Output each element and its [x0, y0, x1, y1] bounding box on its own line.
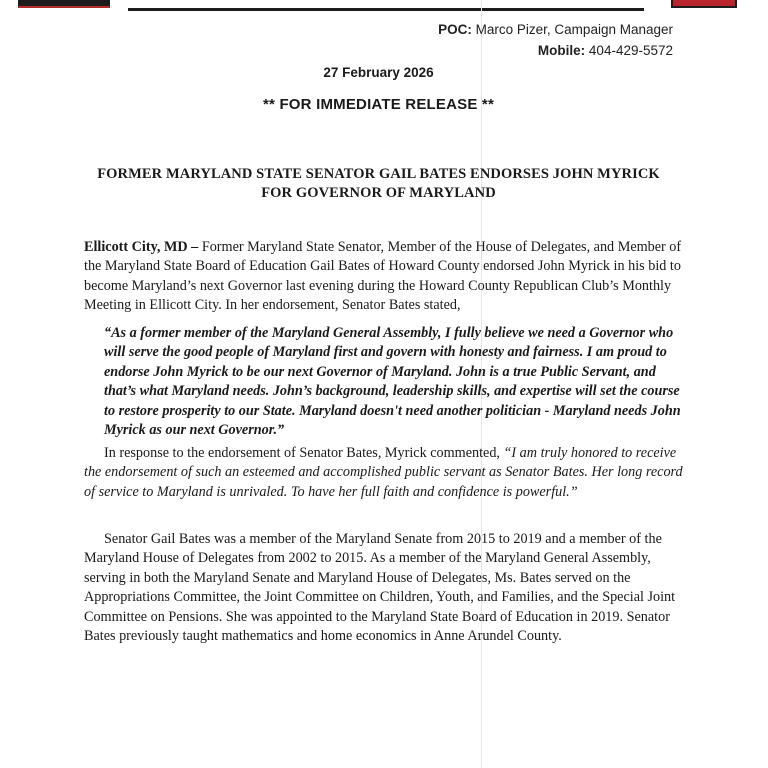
mobile-value: 404-429-5572 [588, 43, 673, 58]
body-paragraph-3: Senator Gail Bates was a member of the Maryland Senate from 2015 to 2019 and a member of the Maryland House of Delegates from 2002 to 2015. As a member of the Maryland General Assembly, serving in both the Maryland Senate and Maryland House of Delegates, Ms. Bates served on the Appropriations Committee, the Joint Committee on Children, Youth, and Families, and the Special Joint Committee on Pensions. She was appointed to the Maryland State Board of Education in 2019. Senator Bates previously taught mathematics and home economics in Anne Arundel County. [84, 531, 676, 645]
release-date: 27 February 2026 [323, 65, 434, 80]
body-paragraph-1 [84, 238, 684, 316]
left-logo-fragment [18, 0, 110, 8]
paragraph-1-text: Former Maryland State Senator, Member of the House of Delegates, and Member of the Maryland State Board of Education Gail Bates of Howard County endorsed John Myrick in his bid to become Maryland’s next Governor last evening during the Howard County Republican Club’s Monthly Meeting in Ellicott City. In her endorsement, Senator Bates stated, [84, 239, 682, 314]
paragraph-2-text: In response to the endorsement of Senator Bates, Myrick commented, [104, 445, 504, 461]
immediate-release-label: ** FOR IMMEDIATE RELEASE ** [263, 96, 494, 113]
body-paragraph-2 [84, 444, 684, 502]
poc-line [438, 22, 673, 37]
myrick-quote: “I am truly honored to receive the endorsement of such an esteemed and accomplished public servant as Senator Bates. Her long record of service to Maryland is unrivaled. To have her full faith and confidence is powerful.” [84, 445, 683, 500]
right-logo-fragment [671, 0, 737, 8]
mobile-line [538, 43, 673, 58]
headline [0, 165, 757, 203]
headline-line-1: FORMER MARYLAND STATE SENATOR GAIL BATES ENDORSES JOHN MYRICK [97, 166, 660, 182]
endorsement-quote: “As a former member of the Maryland General Assembly, I fully believe we need a Governor who will serve the good people of Maryland first and govern with honesty and fairness. I am proud to endorse John Myrick to be our next Governor of Maryland. John is a true Public Servant, and that’s what Maryland needs. John’s background, leadership skills, and expertise will set the course to restore prosperity to our State. Maryland doesn't need another politician - Maryland needs John Myrick as our next Governor.” [104, 325, 681, 439]
poc-label: POC: [438, 22, 472, 37]
header-rule [128, 8, 644, 11]
headline-line-2: FOR GOVERNOR OF MARYLAND [261, 185, 496, 201]
dateline: Ellicott City, MD – [84, 239, 199, 255]
mobile-label: Mobile: [537, 43, 586, 58]
poc-value: Marco Pizer, Campaign Manager [475, 22, 673, 37]
